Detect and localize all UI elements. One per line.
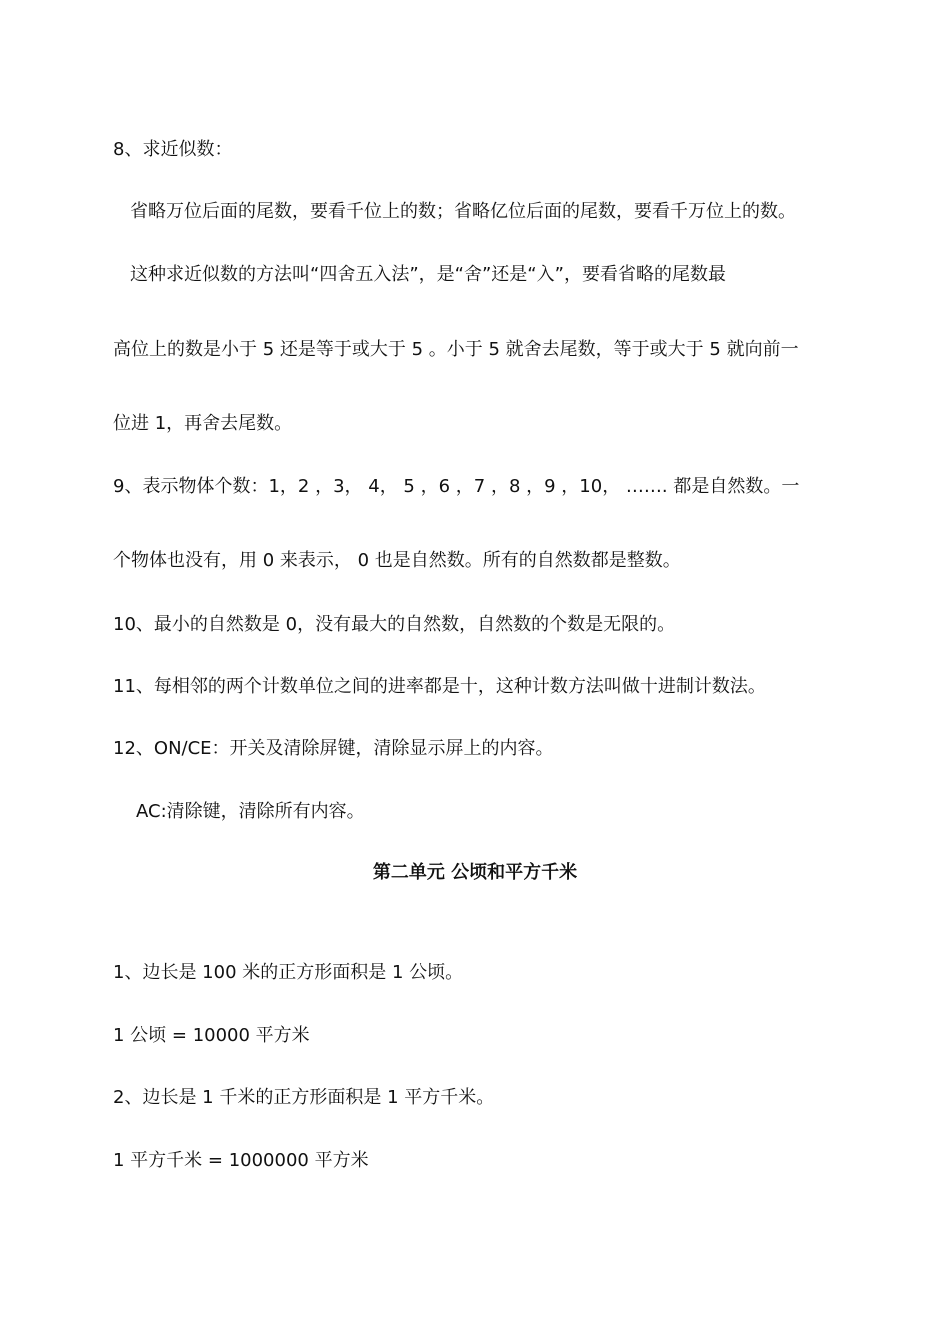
section-item-2-equation: 1 平方千米 = 1000000 平方米 (113, 1150, 369, 1171)
section-item-2: 2、边长是 1 千米的正方形面积是 1 平方千米。 (113, 1087, 495, 1108)
item-11-text: 11、每相邻的两个计数单位之间的进率都是十，这种计数方法叫做十进制计数法。 (113, 676, 766, 697)
item-10-text: 10、最小的自然数是 0，没有最大的自然数，自然数的个数是无限的。 (113, 614, 676, 635)
section-title: 第二单元 公顷和平方千米 (372, 862, 578, 883)
item-8-rule-2-cont: 高位上的数是小于 5 还是等于或大于 5 。小于 5 就舍去尾数，等于或大于 5 就向前一 (113, 339, 799, 360)
item-8-rule-2: 这种求近似数的方法叫“四舍五入法”，是“舍”还是“入”，要看省略的尾数最 (130, 264, 726, 285)
item-8-heading: 8、求近似数： (113, 139, 233, 160)
item-12-ac-text: AC:清除键，清除所有内容。 (136, 801, 365, 822)
section-item-1: 1、边长是 100 米的正方形面积是 1 公顷。 (113, 962, 464, 983)
item-9-text: 9、表示物体个数：1，2 ，3， 4， 5 ，6 ，7 ，8 ，9 ，10， ……. 都是自然数。一 (113, 476, 800, 497)
item-8-rule-2-end: 位进 1，再舍去尾数。 (113, 413, 293, 434)
item-9-text-cont: 个物体也没有，用 0 来表示， 0 也是自然数。所有的自然数都是整数。 (113, 550, 681, 571)
item-8-rule-1: 省略万位后面的尾数，要看千位上的数；省略亿位后面的尾数，要看千万位上的数。 (130, 201, 796, 222)
section-item-1-equation: 1 公顷 = 10000 平方米 (113, 1025, 310, 1046)
item-12-text: 12、ON∕CE：开关及清除屏键，清除显示屏上的内容。 (113, 738, 554, 759)
